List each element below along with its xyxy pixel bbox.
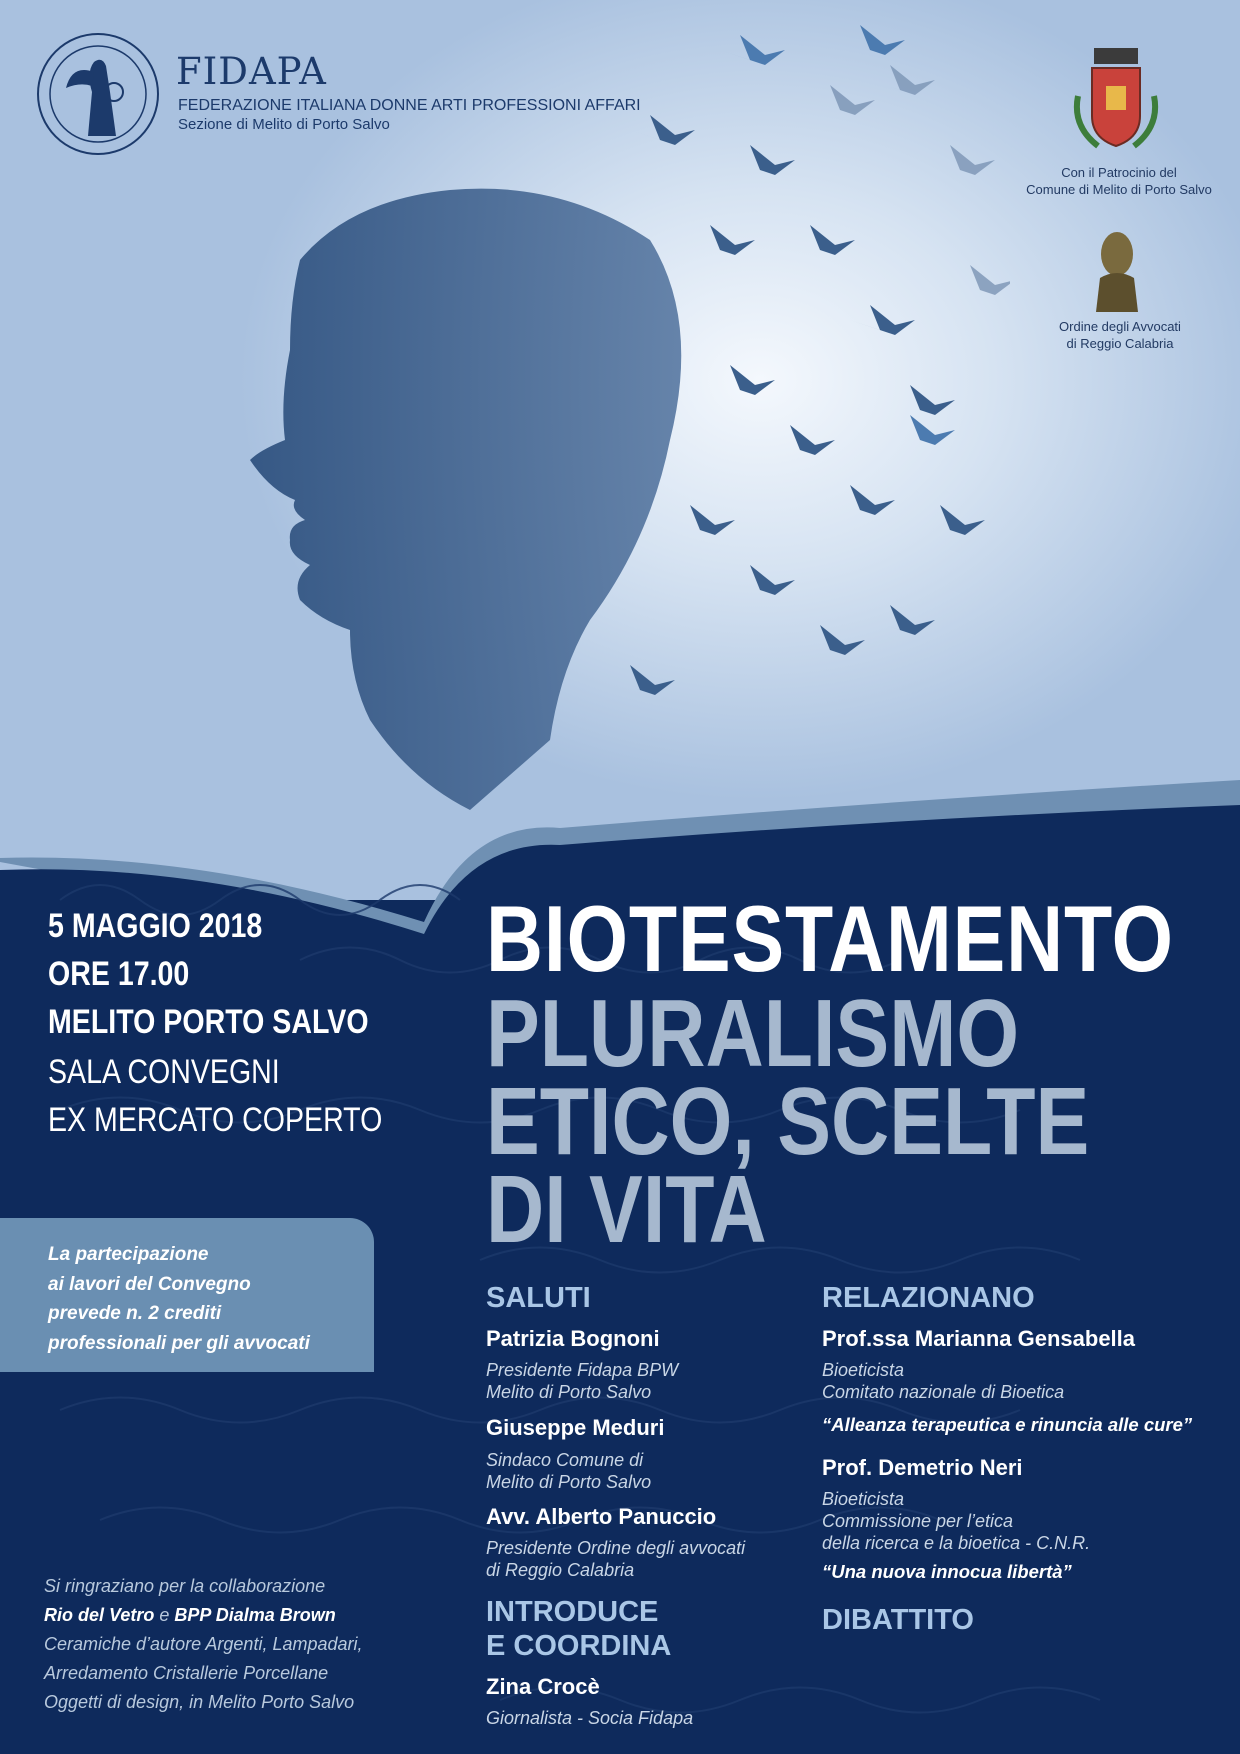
saluti-name-1: Patrizia Bognoni bbox=[486, 1326, 660, 1351]
speaker-name-1: Prof.ssa Marianna Gensabella bbox=[822, 1326, 1136, 1351]
event-time: ORE 17.00 bbox=[48, 955, 190, 993]
introduce-name: Zina Crocè bbox=[486, 1674, 600, 1699]
subtitle-line3: DI VITA bbox=[486, 1156, 767, 1263]
speaker-role-1: Bioeticista Comitato nazionale di Bioetica bbox=[822, 1360, 1065, 1402]
event-city: MELITO PORTO SALVO bbox=[48, 1003, 369, 1041]
thanks-text: Si ringraziano per la collaborazione Rio del Vetro e BPP Dialma Brown Ceramiche d’autore Argenti, Lampadari, Arredamento Cristallerie Porcellane Oggetti di design, in Melito Porto Salvo bbox=[44, 1576, 363, 1712]
org-section: Sezione di Melito di Porto Salvo bbox=[178, 116, 390, 133]
saluti-name-2: Giuseppe Meduri bbox=[486, 1415, 665, 1440]
event-venue-line1: SALA CONVEGNI bbox=[48, 1053, 280, 1091]
speaker-name-2: Prof. Demetrio Neri bbox=[822, 1455, 1023, 1480]
introduce-role: Giornalista - Socia Fidapa bbox=[486, 1708, 694, 1728]
speaker-talk-1: “Alleanza terapeutica e rinuncia alle cure” bbox=[822, 1414, 1193, 1435]
ordine-avvocati-text: Ordine degli Avvocati di Reggio Calabria bbox=[1059, 319, 1181, 351]
comune-crest-icon bbox=[1068, 46, 1164, 162]
bird-head-silhouette bbox=[230, 20, 1010, 900]
event-venue-line2: EX MERCATO COPERTO bbox=[48, 1101, 383, 1139]
saluti-role-1: Presidente Fidapa BPW Melito di Porto Salvo bbox=[486, 1360, 679, 1402]
saluti-name-3: Avv. Alberto Panuccio bbox=[486, 1504, 717, 1529]
subtitle-line1: PLURALISMO bbox=[486, 980, 1020, 1087]
introduce-heading: INTRODUCE E COORDINA bbox=[486, 1596, 672, 1662]
bust-icon bbox=[1094, 228, 1140, 312]
credits-text: La partecipazione ai lavori del Convegno prevede n. 2 crediti professionali per gli avvocati bbox=[48, 1244, 310, 1354]
saluti-role-3: Presidente Ordine degli avvocati di Reggio Calabria bbox=[486, 1538, 746, 1580]
patronage-text: Con il Patrocinio del Comune di Melito di Porto Salvo bbox=[1026, 165, 1212, 197]
dibattito-heading: DIBATTITO bbox=[822, 1604, 974, 1636]
main-title: BIOTESTAMENTO bbox=[486, 886, 1174, 991]
fidapa-logo bbox=[36, 32, 160, 156]
event-date: 5 MAGGIO 2018 bbox=[48, 907, 263, 945]
speaker-talk-2: “Una nuova innocua libertà” bbox=[822, 1561, 1072, 1582]
saluti-role-2: Sindaco Comune di Melito di Porto Salvo bbox=[486, 1450, 652, 1492]
org-full-name: FEDERAZIONE ITALIANA DONNE ARTI PROFESSIONI AFFARI bbox=[178, 97, 641, 114]
subtitle-line2: ETICO, SCELTE bbox=[486, 1068, 1090, 1175]
relazionano-heading: RELAZIONANO bbox=[822, 1282, 1035, 1314]
saluti-heading: SALUTI bbox=[486, 1282, 591, 1314]
speaker-role-2: Bioeticista Commissione per l’etica della ricerca e la bioetica - C.N.R. bbox=[822, 1489, 1091, 1553]
org-title: FIDAPA bbox=[176, 50, 327, 93]
